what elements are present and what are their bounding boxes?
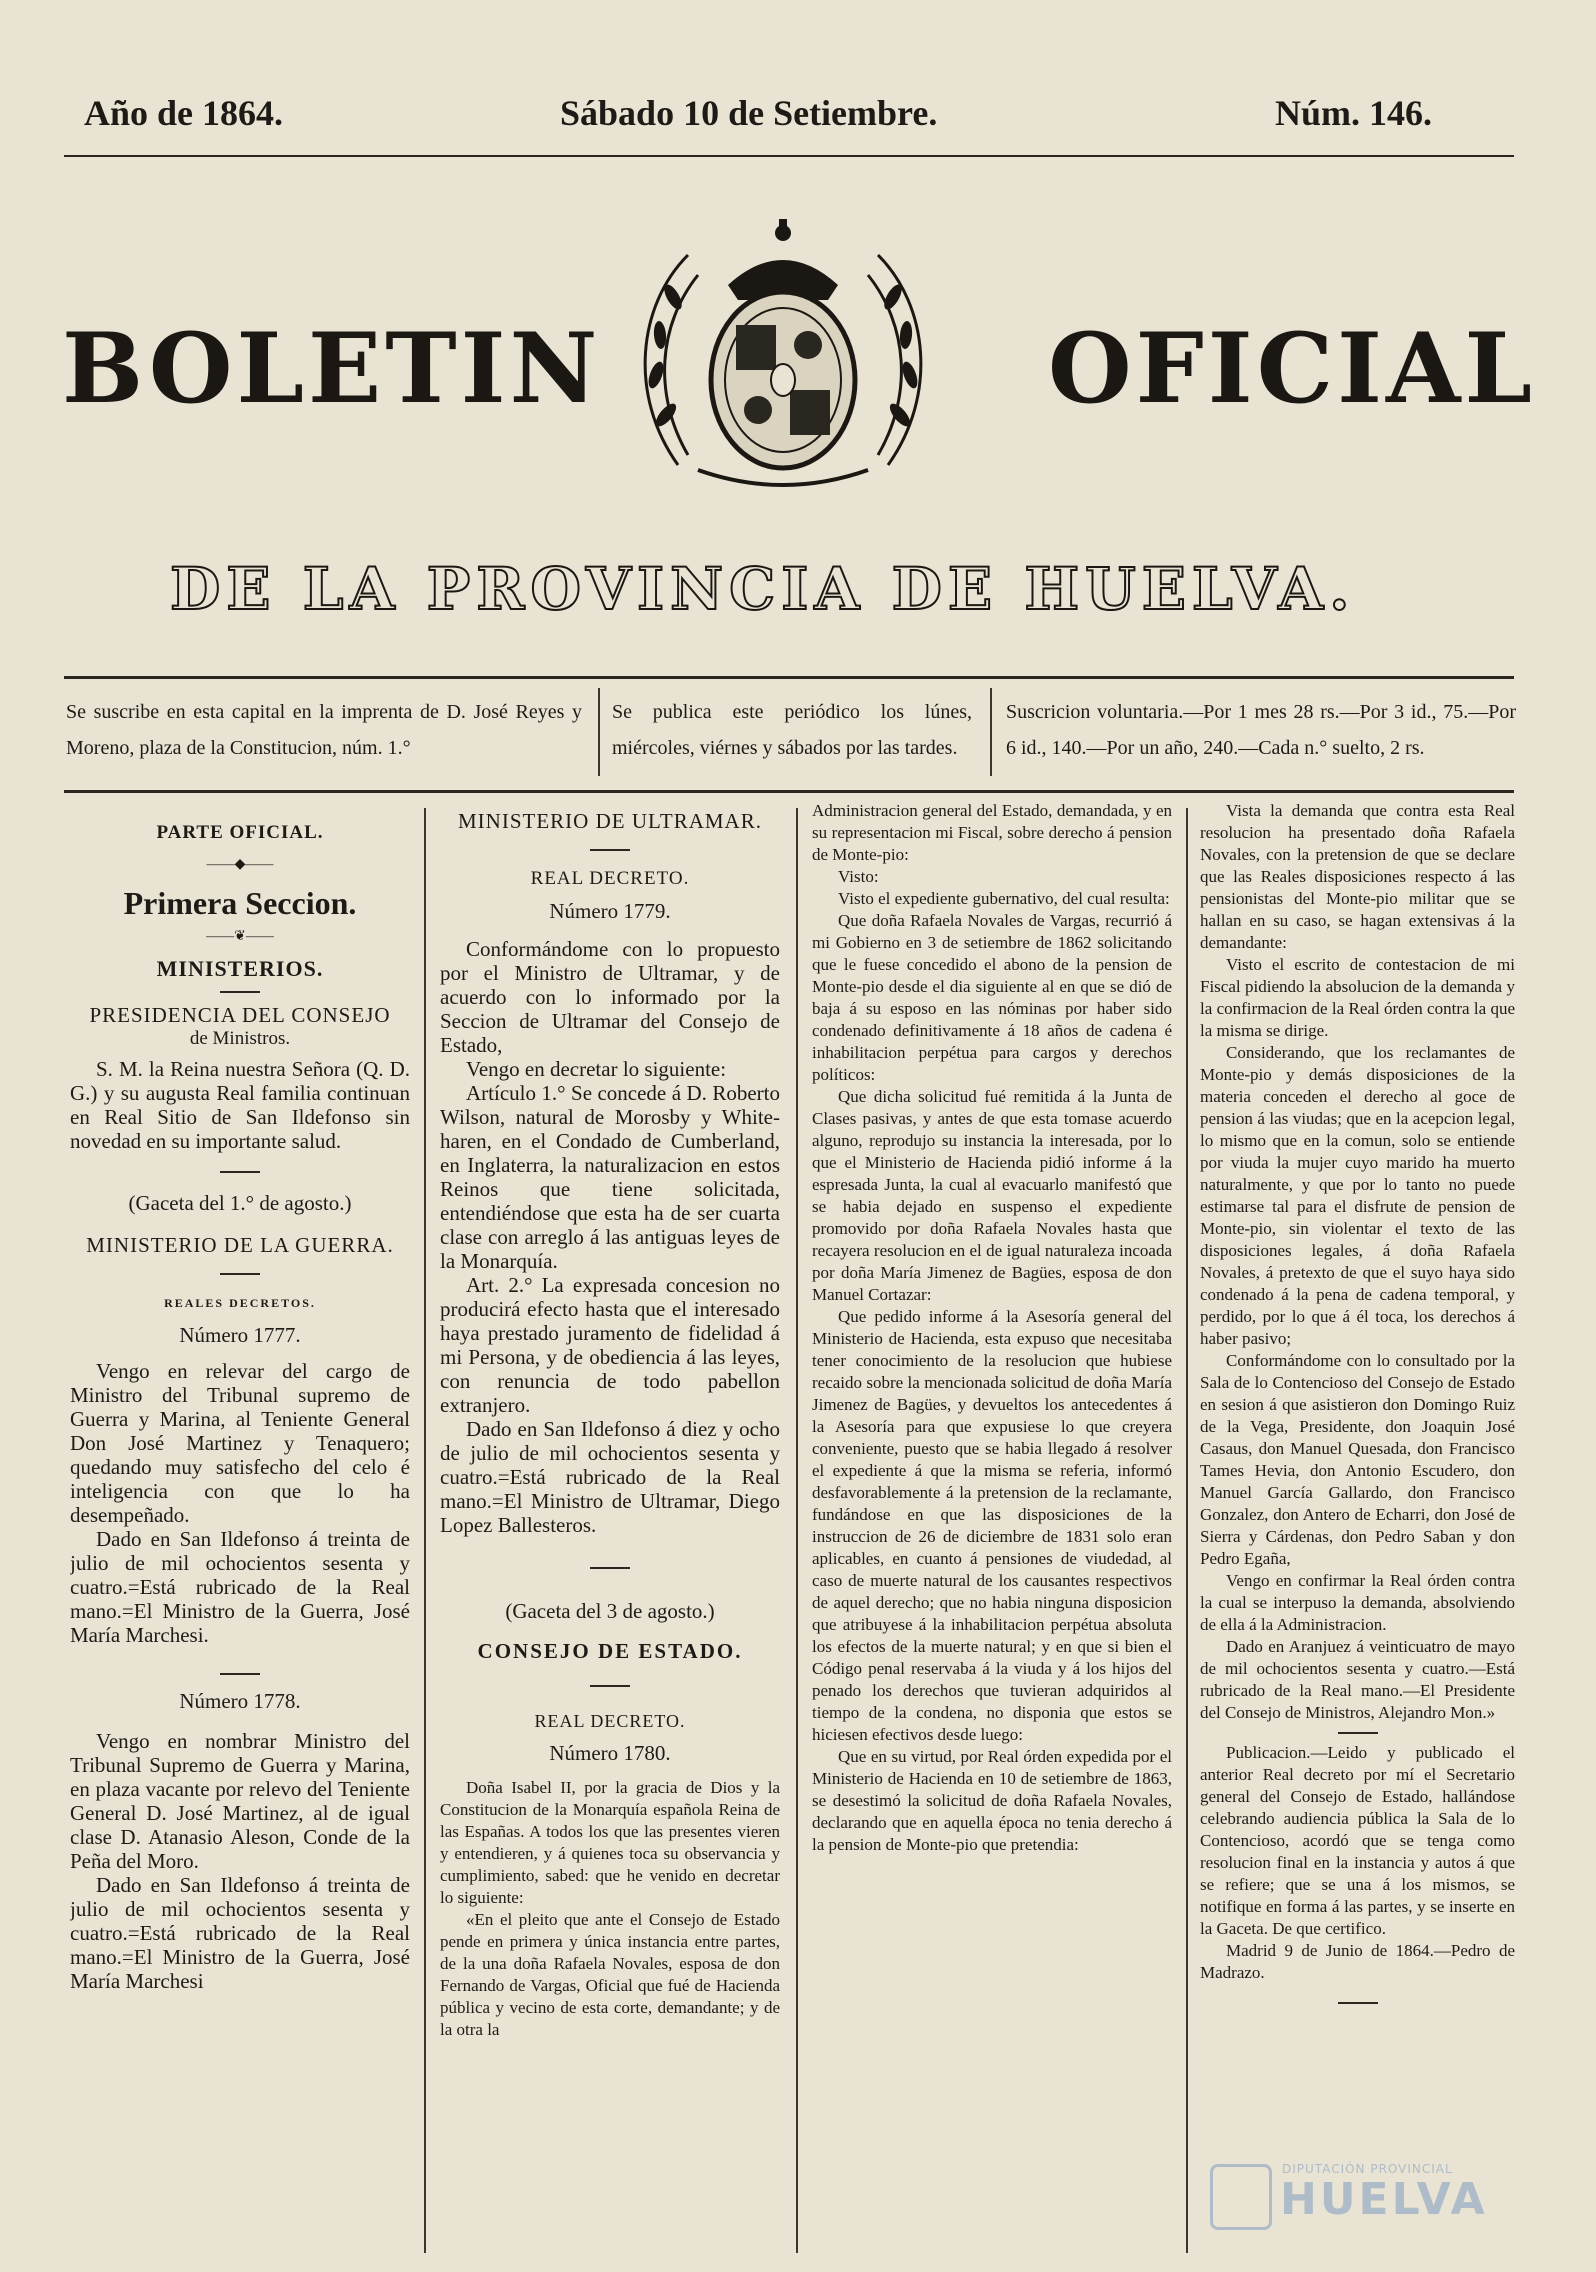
year-label: Año de 1864.	[84, 93, 284, 133]
archive-logo-icon	[1210, 2164, 1272, 2230]
decree-number: Número 1778.	[179, 1689, 301, 1713]
paragraph: Artículo 1.° Se concede á D. Roberto Wilson, natural de Morosby y White-haren, en el Condado de Cumberland, en Inglaterra, la naturalizacion en estos Reinos que tiene solicitada, entendiéndose que esta ha de ser cuarta clase con arreglo á las antiguas leyes de la Monarquía.	[440, 1081, 780, 1273]
paragraph: Vengo en confirmar la Real órden contra la cual se interpuso la demanda, absolviendo de ella á la Administracion.	[1200, 1571, 1515, 1634]
paragraph: Vengo en nombrar Ministro del Tribunal Supremo de Guerra y Marina, en plaza vacante por relevo del Teniente General D. José Martinez, al de igual clase D. Atanasio Aleson, Conde de la Peña del Moro.	[70, 1729, 410, 1873]
divider	[590, 849, 630, 851]
ornament: ——❦——	[206, 929, 274, 944]
paragraph: Visto el expediente gubernativo, del cual resulta:	[838, 889, 1170, 908]
gaceta-reference: (Gaceta del 3 de agosto.)	[505, 1599, 715, 1623]
presidencia-heading: PRESIDENCIA DEL CONSEJO	[89, 1003, 391, 1027]
paragraph: Vengo en decretar lo siguiente:	[466, 1057, 727, 1081]
subscription-info: Se suscribe en esta capital en la imprenta de D. José Reyes y Moreno, plaza de la Constitucion, núm. 1.°	[66, 701, 582, 759]
divider	[220, 1273, 260, 1275]
column-4	[1200, 800, 1515, 2022]
column-divider-2	[796, 808, 798, 2253]
divider	[1338, 1732, 1378, 1734]
date-label: Sábado 10 de Setiembre.	[560, 93, 938, 133]
column-2	[440, 805, 780, 2041]
paragraph: Dado en San Ildefonso á diez y ocho de julio de mil ochocientos sesenta y cuatro.=Está rubricado de la Real mano.=El Ministro de Ultramar, Diego Lopez Ballesteros.	[440, 1417, 780, 1537]
subtitle: DE LA PROVINCIA DE HUELVA.	[170, 555, 1356, 623]
paragraph: S. M. la Reina nuestra Señora (Q. D. G.) y su augusta Real familia continuan en Real Sitio de San Ildefonso sin novedad en su importante salud.	[70, 1057, 410, 1153]
divider	[590, 1685, 630, 1687]
paragraph: Vista la demanda que contra esta Real resolucion ha presentado doña Rafaela Novales, con la pretension de que se declare que las Reales disposiciones respecto á las pensionistas del Monte-pio militar que se hallan en su caso, se hagan extensivas á la demandante:	[1200, 801, 1515, 952]
paragraph: Considerando, que los reclamantes de Monte-pio y demás disposiciones de la materia conceden el derecho al goce de pension á las viudas; que en la acepcion legal, lo mismo que en la comun, solo se entiende por viuda la mujer cuyo marido ha muerto naturalmente, y que por lo tanto no puede estimarse tal para el disfrute de pension de Monte-pio, sin violentar el texto de las disposiciones legales, á doña Rafaela Novales, á pretexto de que el suyo haya sido condenado á la pena de cadena temporal, y perdido, por lo que á él toca, los derechos á haber pasivo;	[1200, 1043, 1515, 1348]
paragraph: Visto el escrito de contestacion de mi Fiscal pidiendo la absolucion de la demanda y la confirmacion de la Real órden contra la que la misma se dirige.	[1200, 955, 1515, 1040]
paragraph: Vengo en relevar del cargo de Ministro del Tribunal supremo de Guerra y Marina, al Teniente General Don José Martinez y Tenaquero; quedando muy satisfecho del celo é inteligencia con que lo ha desempeñado.	[70, 1359, 410, 1527]
paragraph: Madrid 9 de Junio de 1864.—Pedro de Madrazo.	[1200, 1941, 1515, 1982]
gaceta-reference: (Gaceta del 1.° de agosto.)	[128, 1191, 352, 1215]
presidencia-subheading: de Ministros.	[189, 1028, 291, 1049]
paragraph: Art. 2.° La expresada concesion no producirá efecto hasta que el interesado haya prestado juramento de fidelidad á mi Persona, y de obediencia á las leyes, con renuncia de todo pabellon extranjero.	[440, 1273, 780, 1417]
section-heading: Primera Seccion.	[123, 885, 357, 921]
watermark-bottom: HUELVA	[1280, 2174, 1488, 2225]
ornament: ——◆——	[206, 857, 274, 872]
divider	[220, 1673, 260, 1675]
price-info: Suscricion voluntaria.—Por 1 mes 28 rs.—Por 3 id., 75.—Por 6 id., 140.—Por un año, 240.—Cada n.° suelto, 2 rs.	[1006, 701, 1516, 759]
info-top-rule	[64, 676, 1514, 679]
info-divider-1	[598, 688, 600, 776]
paragraph: Conformándome con lo propuesto por el Ministro de Ultramar, y de acuerdo con lo informado por la Seccion de Ultramar del Consejo de Estado,	[440, 937, 780, 1057]
paragraph: Administracion general del Estado, demandada, y en su representacion mi Fiscal, sobre derecho á pension de Monte-pio:	[812, 801, 1172, 864]
decree-number: Número 1780.	[549, 1741, 671, 1765]
real-decreto-heading: REAL DECRETO.	[534, 1711, 686, 1731]
paragraph: Que en su virtud, por Real órden expedida por el Ministerio de Hacienda en 10 de setiembre de 1863, se desestimó la solicitud de doña Rafaela Novales, declarando que en aquella época no tenia derecho á la pension de Monte-pio que pretendia:	[812, 1747, 1172, 1854]
issue-number: Núm. 146.	[1275, 93, 1433, 133]
paragraph: Publicacion.—Leido y publicado el anterior Real decreto por mí el Secretario general del Consejo de Estado, hallándose celebrando audiencia pública la Sala de lo Contencioso, acordó que se tenga como resolucion final en la instancia y autos á que se refiere; que se una á los mismos, se notifique en forma á las partes, y se inserte en la Gaceta. De que certifico.	[1200, 1743, 1515, 1938]
ultramar-heading: MINISTERIO DE ULTRAMAR.	[458, 809, 762, 833]
royal-coat-of-arms-icon	[618, 215, 948, 495]
divider	[1338, 2002, 1378, 2004]
paragraph: Que dicha solicitud fué remitida á la Junta de Clases pasivas, y antes de que esta tomase acuerdo alguno, reprodujo su instancia la interesada, por lo que el Ministerio de Hacienda pidió informe á la espresada Junta, la cual al evacuarlo manifestó que se habia dejado en suspenso el expediente promovido por doña Rafaela Novales hasta que recayera resolucion en el de igual naturaleza incoada por doña María Jimenez de Bagües, esposa de don Manuel Cortazar:	[812, 1087, 1172, 1304]
divider	[590, 1567, 630, 1569]
decree-number: Número 1779.	[549, 899, 671, 923]
divider	[220, 991, 260, 993]
divider	[220, 1171, 260, 1173]
column-divider-1	[424, 808, 426, 2253]
paragraph: Conformándome con lo consultado por la Sala de lo Contencioso del Consejo de Estado en sesion á que asistieron don Domingo Ruiz de la Vega, Presidente, don Joaquin José Casaus, don Manuel Quesada, don Francisco Tames Hevia, don Antonio Escudero, don Manuel García Gallardo, don Francisco Gonzalez, don Antero de Echarri, don José de Sierra y Cárdenas, don Pedro Saban y don Pedro Egaña,	[1200, 1351, 1515, 1568]
title-left: BOLETIN	[62, 312, 602, 425]
paragraph: Que pedido informe á la Asesoría general del Ministerio de Hacienda, esta expuso que necesitaba tener conocimiento de la resolucion que hubiese recaido sobre la mencionada solicitud de doña María Jimenez de Bagües, y devueltos los antecedentes á la Asesoría para que expusiese lo que creyera conveniente, puesto que se habia llegado á resolver el expediente á que la misma se referia, informó desfavorablemente á la pretension de la reclamante, fundándose en que las disposiciones de la instruccion de 26 de diciembre de 1831 solo eran aplicables, en cuanto á pensiones de viudedad, al caso de muerte natural de los causantes respectivos de aquel derecho; que no habia ninguna disposicion que atribuyese á la inhabilitacion perpétua absoluta los efectos de la muerte natural; y en que si bien el Código penal reservaba á la viuda y á los hijos del penado los derechos que tuvieran adquiridos al tiempo de la condena, no disponia que estos se hiciesen efectivos desde luego:	[812, 1307, 1172, 1744]
paragraph: Doña Isabel II, por la gracia de Dios y la Constitucion de la Monarquía española Reina de las Españas. A todos los que las presentes vieren y entendieren, y á quienes toca su observancia y cumplimiento, sabed: que he venido en decretar lo siguiente:	[440, 1778, 780, 1907]
info-divider-2	[990, 688, 992, 776]
watermark-top: DIPUTACIÓN PROVINCIAL	[1282, 2162, 1453, 2176]
archive-watermark	[1210, 2160, 1510, 2230]
parte-oficial-heading: PARTE OFICIAL.	[156, 822, 324, 843]
paragraph: Dado en San Ildefonso á treinta de julio de mil ochocientos sesenta y cuatro.=Está rubricado de la Real mano.=El Ministro de la Guerra, José María Marchesi	[70, 1873, 410, 1993]
guerra-heading: MINISTERIO DE LA GUERRA.	[86, 1233, 394, 1257]
paragraph: Dado en San Ildefonso á treinta de julio de mil ochocientos sesenta y cuatro.=Está rubricado de la Real mano.=El Ministro de la Guerra, José María Marchesi.	[70, 1527, 410, 1647]
column-divider-3	[1186, 808, 1188, 2253]
top-rule	[64, 155, 1514, 157]
column-3	[812, 800, 1172, 1856]
paragraph: Dado en Aranjuez á veinticuatro de mayo de mil ochocientos sesenta y cuatro.—Está rubricado de la Real mano.—El Presidente del Consejo de Ministros, Alejandro Mon.»	[1200, 1637, 1515, 1722]
ministerios-heading: MINISTERIOS.	[156, 956, 324, 981]
info-bottom-rule	[64, 790, 1514, 793]
paragraph: Que doña Rafaela Novales de Vargas, recurrió á mi Gobierno en 3 de setiembre de 1862 solicitando que le fuese concedido el abono de la pension de Monte-pio desde el dia siguiente al en que se dió de baja á su esposo en las nóminas por haber sido condenado definitivamente á 18 años de cadena é inhabilitacion perpétua para cargos y derechos políticos:	[812, 911, 1172, 1084]
paragraph: «En el pleito que ante el Consejo de Estado pende en primera y única instancia entre partes, de la una doña Rafaela Novales, esposa de don Fernando de Vargas, Oficial que fué de Hacienda pública y vecino de esta corte, demandante; y de la otra la	[440, 1910, 780, 2039]
decree-number: Número 1777.	[179, 1323, 301, 1347]
column-1	[70, 805, 410, 1993]
real-decreto-heading: REAL DECRETO.	[530, 868, 690, 889]
paragraph: Visto:	[838, 867, 879, 886]
reales-decretos-heading: REALES DECRETOS.	[164, 1296, 316, 1310]
consejo-heading: CONSEJO DE ESTADO.	[477, 1639, 743, 1663]
title-right: OFICIAL	[1048, 312, 1536, 425]
publication-schedule: Se publica este periódico los lúnes, miércoles, viérnes y sábados por las tardes.	[612, 701, 972, 759]
